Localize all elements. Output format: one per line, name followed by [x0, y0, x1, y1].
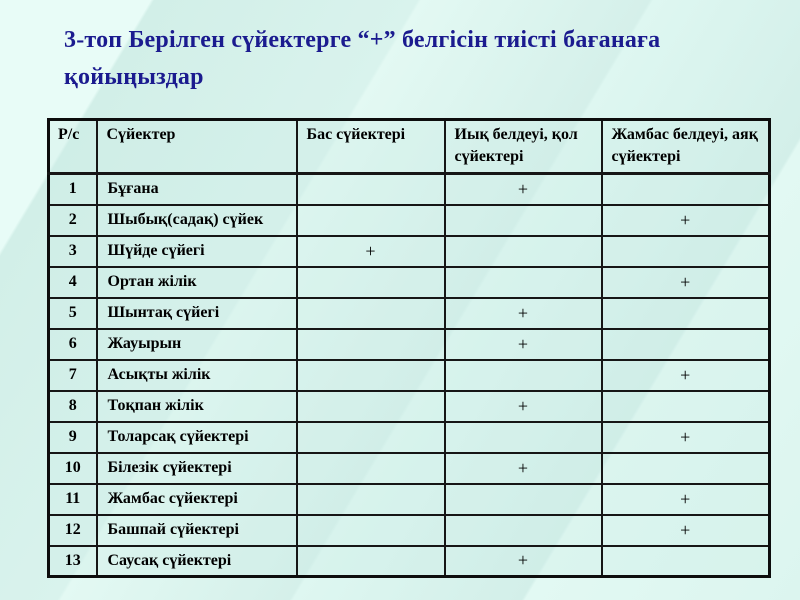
plus-mark-cell — [297, 329, 445, 360]
row-number: 2 — [49, 205, 97, 236]
row-number: 9 — [49, 422, 97, 453]
bone-name: Шынтақ сүйегі — [97, 298, 297, 329]
plus-mark-cell — [297, 205, 445, 236]
plus-mark-cell — [297, 391, 445, 422]
table-header — [49, 120, 770, 174]
plus-mark-cell — [297, 298, 445, 329]
slide-title: 3-топ Берілген сүйектерге “+” белгісін тиісті бағанаға қойыңыздар — [64, 27, 661, 91]
plus-mark-cell: + — [602, 515, 770, 546]
table-row — [49, 515, 770, 546]
bone-name: Асықты жілік — [97, 360, 297, 391]
plus-mark-cell: + — [602, 422, 770, 453]
plus-mark-cell: + — [445, 391, 602, 422]
table-row — [49, 391, 770, 422]
column-header-number: Р/с — [49, 120, 97, 174]
table-row — [49, 484, 770, 515]
plus-mark-cell — [445, 422, 602, 453]
row-number: 5 — [49, 298, 97, 329]
plus-mark-cell — [602, 298, 770, 329]
bones-table — [47, 118, 771, 578]
plus-mark-cell — [297, 546, 445, 577]
row-number: 7 — [49, 360, 97, 391]
header-row — [49, 120, 770, 174]
table-row — [49, 329, 770, 360]
plus-mark-cell — [602, 329, 770, 360]
plus-mark-cell — [445, 360, 602, 391]
table-row — [49, 267, 770, 298]
table-row — [49, 422, 770, 453]
plus-mark-cell — [602, 453, 770, 484]
plus-mark-cell — [297, 453, 445, 484]
table-row — [49, 546, 770, 577]
plus-mark-cell — [602, 546, 770, 577]
plus-mark-cell — [297, 174, 445, 205]
plus-mark-cell — [445, 515, 602, 546]
bone-name: Ортан жілік — [97, 267, 297, 298]
bone-name: Башпай сүйектері — [97, 515, 297, 546]
plus-mark-cell: + — [445, 329, 602, 360]
row-number: 8 — [49, 391, 97, 422]
row-number: 10 — [49, 453, 97, 484]
table-row — [49, 298, 770, 329]
table-row — [49, 174, 770, 205]
table-row — [49, 360, 770, 391]
plus-mark-cell: + — [602, 484, 770, 515]
row-number: 1 — [49, 174, 97, 205]
plus-mark-cell — [297, 267, 445, 298]
plus-mark-cell: + — [602, 360, 770, 391]
plus-mark-cell — [445, 484, 602, 515]
bone-name: Саусақ сүйектері — [97, 546, 297, 577]
plus-mark-cell — [602, 236, 770, 267]
row-number: 4 — [49, 267, 97, 298]
bone-name: Толарсақ сүйектері — [97, 422, 297, 453]
table-row — [49, 205, 770, 236]
bone-name: Шыбық(садақ) сүйек — [97, 205, 297, 236]
table-body — [49, 174, 770, 577]
row-number: 12 — [49, 515, 97, 546]
column-header-shoulder-arm-bones: Иық белдеуі, қол сүйектері — [445, 120, 602, 174]
plus-mark-cell: + — [602, 205, 770, 236]
table-row — [49, 453, 770, 484]
bone-name: Тоқпан жілік — [97, 391, 297, 422]
plus-mark-cell — [297, 515, 445, 546]
bone-name: Жауырын — [97, 329, 297, 360]
bone-name: Шүйде сүйегі — [97, 236, 297, 267]
bone-name: Білезік сүйектері — [97, 453, 297, 484]
column-header-pelvic-leg-bones: Жамбас белдеуі, аяқ сүйектері — [602, 120, 770, 174]
plus-mark-cell: + — [445, 298, 602, 329]
plus-mark-cell — [297, 360, 445, 391]
plus-mark-cell — [445, 236, 602, 267]
column-header-skull-bones: Бас сүйектері — [297, 120, 445, 174]
plus-mark-cell: + — [445, 453, 602, 484]
plus-mark-cell — [445, 205, 602, 236]
plus-mark-cell — [602, 391, 770, 422]
row-number: 11 — [49, 484, 97, 515]
row-number: 6 — [49, 329, 97, 360]
table-row — [49, 236, 770, 267]
plus-mark-cell: + — [445, 546, 602, 577]
row-number: 13 — [49, 546, 97, 577]
plus-mark-cell — [297, 422, 445, 453]
plus-mark-cell — [297, 484, 445, 515]
plus-mark-cell — [602, 174, 770, 205]
bone-name: Бұғана — [97, 174, 297, 205]
plus-mark-cell: + — [445, 174, 602, 205]
plus-mark-cell — [445, 267, 602, 298]
plus-mark-cell: + — [297, 236, 445, 267]
row-number: 3 — [49, 236, 97, 267]
column-header-bones: Сүйектер — [97, 120, 297, 174]
bone-name: Жамбас сүйектері — [97, 484, 297, 515]
plus-mark-cell: + — [602, 267, 770, 298]
